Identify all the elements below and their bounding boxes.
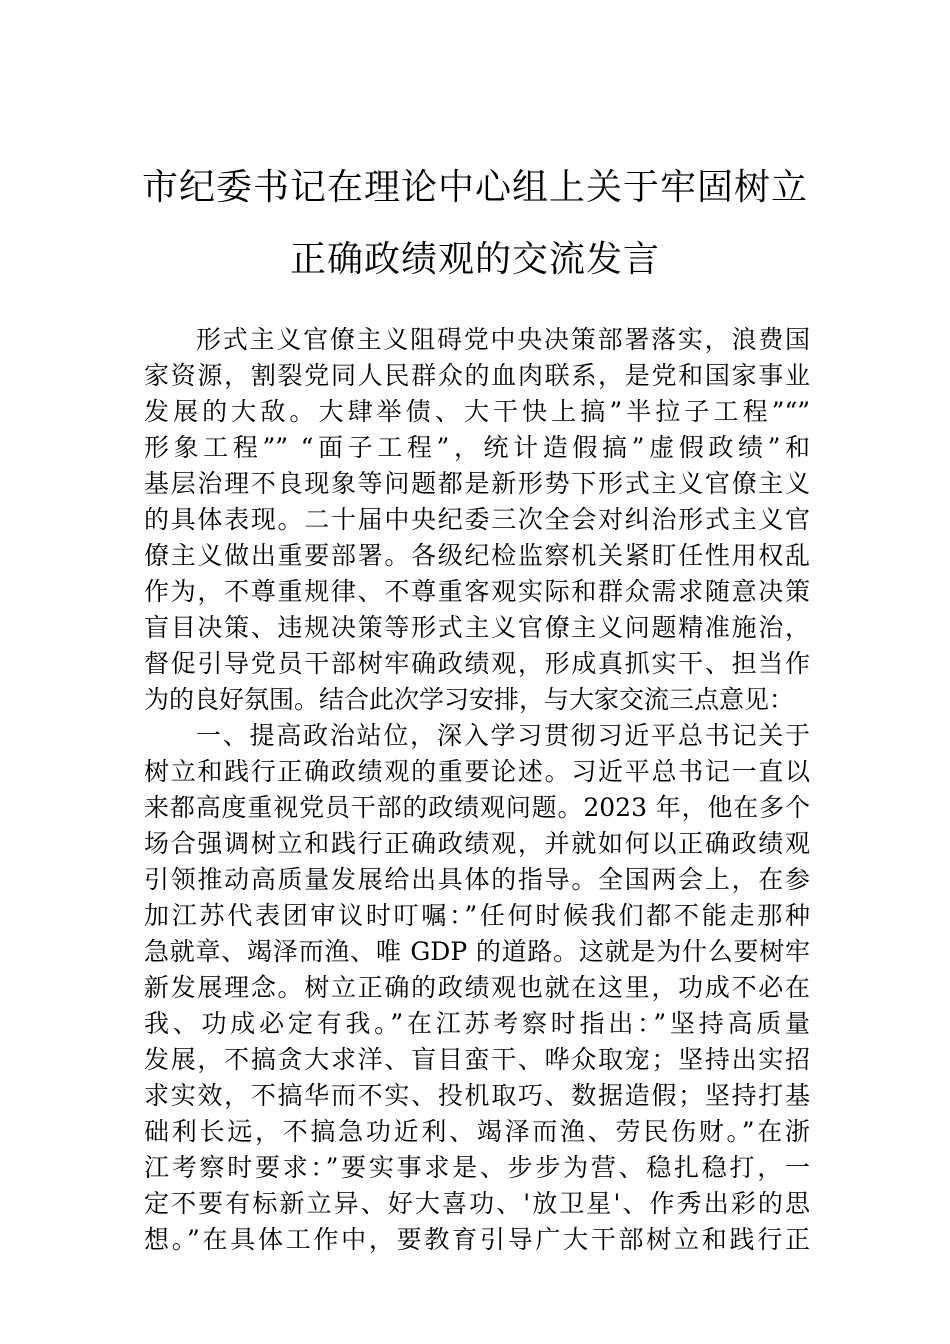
body-line: 僚主义做出重要部署。各级纪检监察机关紧盯任性用权乱 (144, 541, 810, 570)
body-line: 发展的大敌。大肆举债、大干快上搞”半拉子工程”“” (144, 397, 810, 426)
body-line: 形式主义官僚主义阻碍党中央决策部署落实，浪费国 (196, 325, 810, 354)
body-line: 求实效，不搞华而不实、投机取巧、数据造假；坚持打基 (144, 1081, 810, 1110)
body-line: 为的良好氛围。结合此次学习安排，与大家交流三点意见： (144, 685, 795, 714)
body-line: 形象工程”” “面子工程”，统计造假搞”虚假政绩”和 (144, 433, 810, 462)
body-line: 想。”在具体工作中，要教育引导广大干部树立和践行正 (144, 1225, 810, 1254)
body-line: 定不要有标新立异、好大喜功、'放卫星'、作秀出彩的思 (144, 1189, 810, 1218)
body-line: 场合强调树立和践行正确政绩观，并就如何以正确政绩观 (144, 829, 810, 858)
body-line: 我、功成必定有我。”在江苏考察时指出：”坚持高质量 (144, 1009, 810, 1038)
body-line: 发展，不搞贪大求洋、盲目蛮干、哗众取宠；坚持出实招 (144, 1045, 810, 1074)
document-title-line-1: 市纪委书记在理论中心组上关于牢固树立 (141, 167, 808, 208)
document-title-line-2: 正确政绩观的交流发言 (289, 239, 660, 280)
body-line: 江考察时要求：”要实事求是、步步为营、稳扎稳打，一 (144, 1153, 810, 1182)
body-line: 新发展理念。树立正确的政绩观也就在这里，功成不必在 (144, 973, 810, 1002)
body-line: 引领推动高质量发展给出具体的指导。全国两会上，在参 (144, 865, 810, 894)
body-line: 来都高度重视党员干部的政绩观问题。2023 年，他在多个 (144, 793, 810, 822)
body-line: 作为，不尊重规律、不尊重客观实际和群众需求随意决策 (144, 577, 810, 606)
body-line: 的具体表现。二十届中央纪委三次全会对纠治形式主义官 (144, 505, 810, 534)
body-line: 盲目决策、违规决策等形式主义官僚主义问题精准施治， (144, 613, 810, 642)
body-line: 基层治理不良现象等问题都是新形势下形式主义官僚主义 (144, 469, 810, 498)
body-line: 一、提高政治站位，深入学习贯彻习近平总书记关于 (196, 721, 810, 750)
body-line: 加江苏代表团审议时叮嘱：”任何时候我们都不能走那种 (144, 901, 810, 930)
body-line: 家资源，割裂党同人民群众的血肉联系，是党和国家事业 (144, 361, 810, 390)
document-body (144, 322, 810, 1258)
body-line: 督促引导党员干部树牢确政绩观，形成真抓实干、担当作 (144, 649, 810, 678)
body-line: 树立和践行正确政绩观的重要论述。习近平总书记一直以 (144, 757, 810, 786)
body-line: 础利长远，不搞急功近利、竭泽而渔、劳民伤财。”在浙 (144, 1117, 810, 1146)
body-line: 急就章、竭泽而渔、唯 GDP 的道路。这就是为什么要树牢 (144, 937, 810, 966)
